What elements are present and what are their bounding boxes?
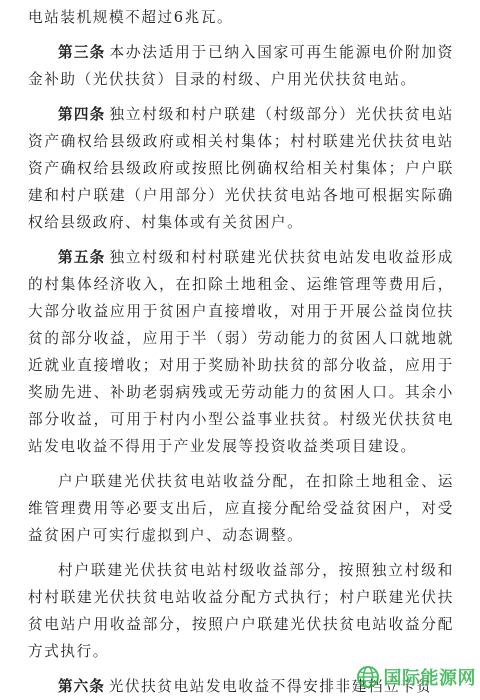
- article-heading: 第六条: [58, 678, 105, 695]
- watermark-text: 国际能源网: [383, 668, 476, 689]
- article-body: 光伏扶贫电站发电收益不得安排非建档立卡贫: [108, 678, 433, 695]
- article-body: 独立村级和村户联建（村级部分）光伏扶贫电站资产确权给县级政府或相关村集体；村村联建光伏扶贫电站资产确权给县级政府或按照比例确权给相关村集体；户户联建和村户联建（户用部分）光伏扶贫电站各地可根据实际确权给县级政府、村集体或有关贫困户。: [28, 106, 454, 231]
- paragraph-continuation: [28, 4, 454, 31]
- article-heading: 第四条: [58, 106, 106, 123]
- paragraph-household: [28, 468, 454, 549]
- article-heading: 第五条: [58, 249, 106, 266]
- paragraph-text: 电站装机规模不超过6兆瓦。: [28, 9, 234, 26]
- article-heading: 第三条: [58, 44, 106, 61]
- article-body: 独立村级和村村联建光伏扶贫电站发电收益形成的村集体经济收入，在扣除土地租金、运维管理等费用后，大部分收益应用于贫困户直接增收，对用于开展公益岗位扶贫的部分收益，应用于半（弱）劳动能力的贫困人口就地就近就业直接增收；对用于奖励补助扶贫的部分收益，应用于奖励先进、补助老弱病残或无劳动能力的贫困人口。其余小部分收益，可用于村内小型公益事业扶贫。村级光伏扶贫电站发电收益不得用于产业发展等投资收益类项目建设。: [28, 249, 454, 455]
- paragraph-text: 村户联建光伏扶贫电站村级收益部分，按照独立村级和村村联建光伏扶贫电站收益分配方式执行；村户联建光伏扶贫电站户用收益部分，按照户户联建光伏扶贫电站收益分配方式执行。: [28, 562, 454, 660]
- article-body: 本办法适用于已纳入国家可再生能源电价附加资金补助（光伏扶贫）目录的村级、户用光伏扶贫电站。: [28, 44, 454, 88]
- paragraph-village-household: [28, 557, 454, 665]
- globe-logo-icon: [356, 665, 380, 689]
- article-5: [28, 244, 454, 460]
- article-3: [28, 39, 454, 93]
- article-4: [28, 101, 454, 236]
- paragraph-text: 户户联建光伏扶贫电站收益分配，在扣除土地租金、运维管理费用等必要支出后，应直接分配给受益贫困户，对受益贫困户可实行虚拟到户、动态调整。: [28, 473, 454, 544]
- watermark: [356, 664, 477, 690]
